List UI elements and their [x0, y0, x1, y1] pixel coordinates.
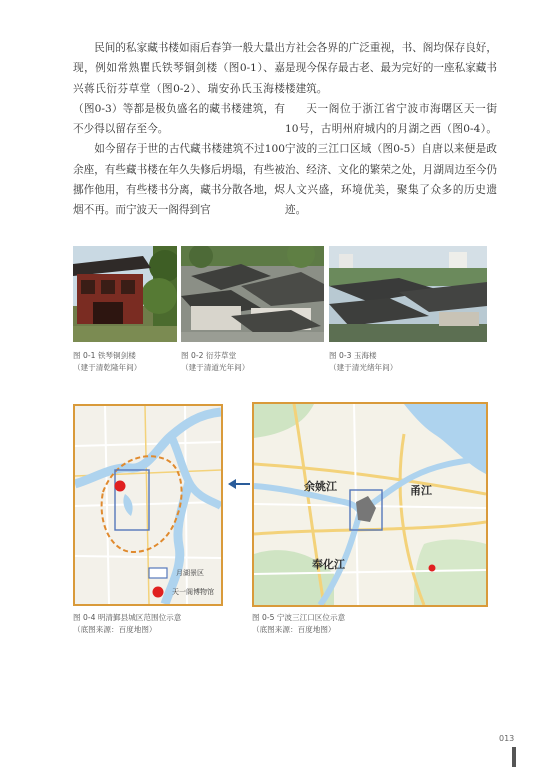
paragraph: 方社会各界的广泛重视，书、阁均保存良好，是现今保存最古老、最为完好的一座私家藏书楼建筑。 [285, 42, 497, 95]
page-tab [512, 747, 516, 767]
map-ningbo-sanjiangkou [252, 402, 488, 607]
arrow-left-icon [228, 474, 250, 484]
label-yuyao-river: 余姚江 [304, 480, 337, 493]
legend-label-area: 月湖景区 [176, 569, 204, 577]
photo-yuhai-lou [329, 246, 487, 342]
legend-label-point: 天一阁博物馆 [172, 588, 214, 596]
photo-tieqin-tongjian-lou [73, 246, 177, 342]
map-caption: 图 0-4 明清鄞县城区范围位示意 （底图来源：百度地图） [73, 613, 182, 634]
right-text-column [285, 38, 497, 221]
label-yong-river: 甬江 [410, 484, 432, 497]
paragraph: 天一阁位于浙江省宁波市海曙区天一街10号，古明州府城内的月湖之西（图0-4）。宁波的三江口区域（图0-5）自唐以来便是政治、经济、文化的繁荣之处，月湖周边至今仍人文兴盛，环境优美，聚集了众多的历史遗迹。 [285, 102, 497, 217]
page-number: 013 [499, 734, 515, 743]
photo-yanfen-caotang [181, 246, 324, 342]
map-ming-qing-yin-county [73, 404, 223, 606]
photo-caption: 图 0-2 衍芬草堂 （建于清道光年间） [181, 351, 250, 372]
label-fenghua-river: 奉化江 [312, 558, 345, 571]
paragraph: 民间的私家藏书楼如雨后春笋一般大量出现，例如常熟瞿氏铁琴铜剑楼（图0-1）、嘉兴蒋氏衍芬草堂（图0-2）、瑞安孙氏玉海楼（图0-3）等都是极负盛名的藏书楼建筑，有不少得以留存至今。 [73, 42, 285, 136]
map-caption: 图 0-5 宁波三江口区位示意 （底图来源：百度地图） [252, 613, 346, 634]
paragraph: 如今留存于世的古代藏书楼建筑不过100余座，有些藏书楼在年久失修后坍塌，有些被挪作他用，有些楼书分离，藏书分散各地，烬烟不再。而宁波天一阁得到官 [73, 143, 285, 217]
photo-caption: 图 0-3 玉海楼 （建于清光绪年间） [329, 351, 398, 372]
left-text-column [73, 38, 285, 221]
photo-caption: 图 0-1 铁琴铜剑楼 （建于清乾隆年间） [73, 351, 142, 372]
